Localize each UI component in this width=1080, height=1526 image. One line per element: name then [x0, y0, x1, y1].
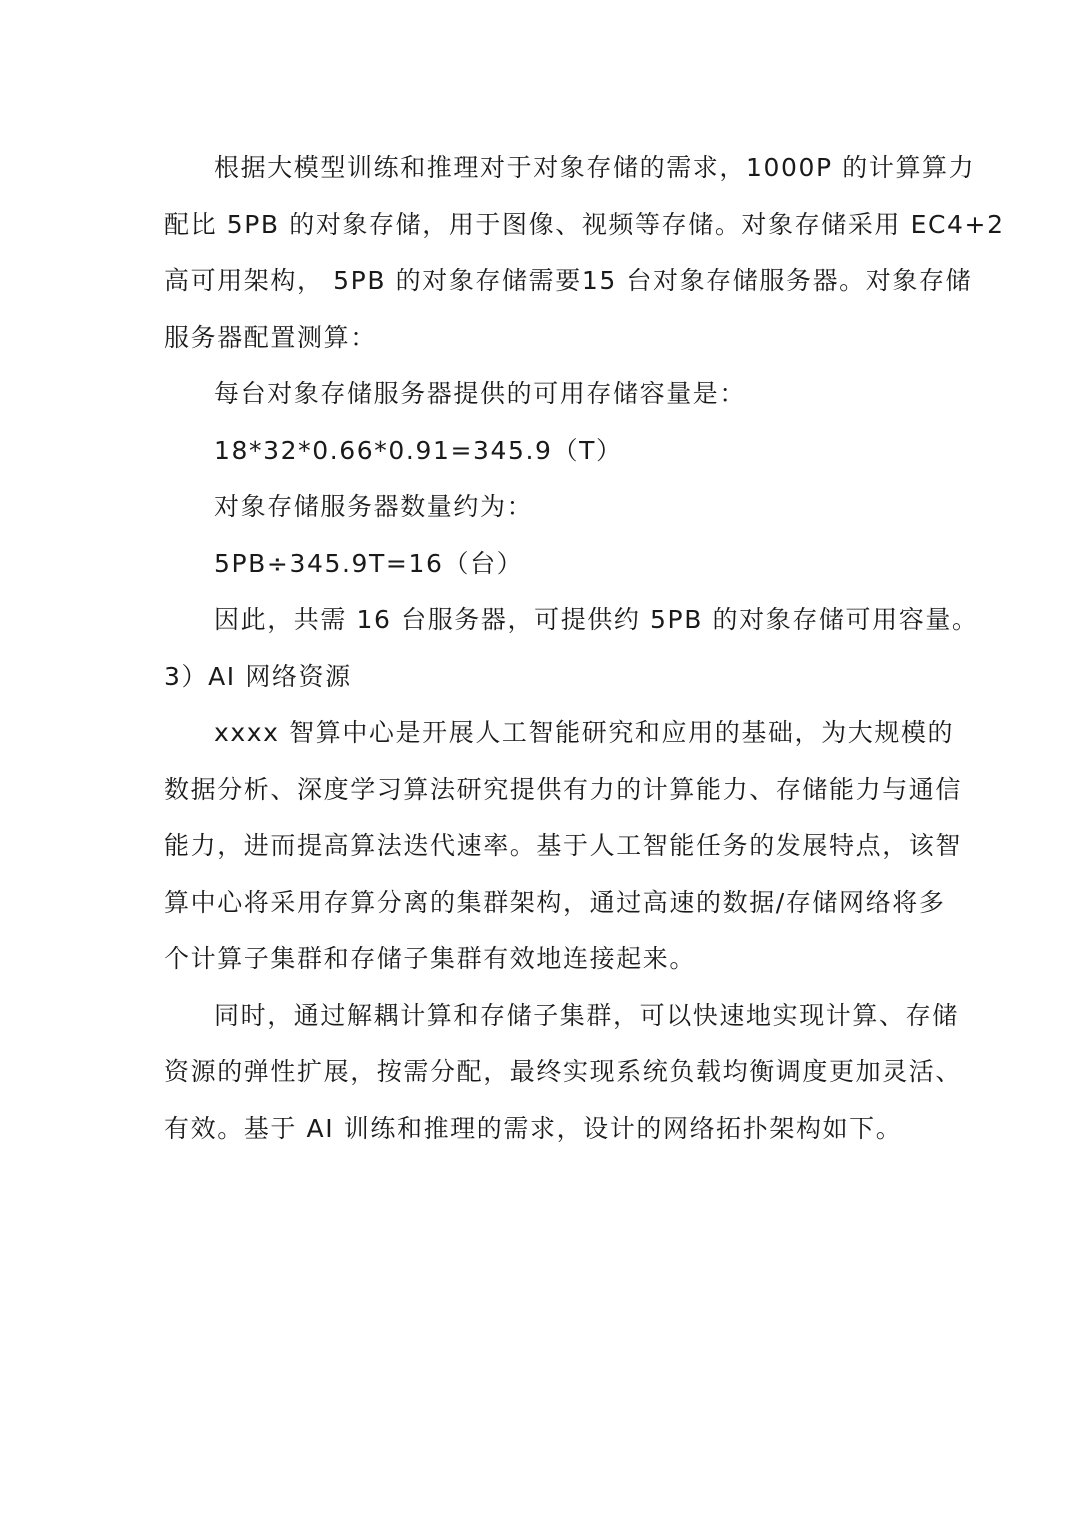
server-count-formula: 5PB÷345.9T=16（台） — [214, 548, 524, 578]
paragraph-line: 高可用架构， 5PB 的对象存储需要15 台对象存储服务器。对象存储 — [164, 266, 973, 295]
section-heading: 3）AI 网络资源 — [164, 661, 352, 691]
paragraph-line: 资源的弹性扩展，按需分配，最终实现系统负载均衡调度更加灵活、 — [164, 1057, 963, 1086]
network-paragraph — [164, 705, 963, 988]
server-count-label: 对象存储服务器数量约为： — [214, 492, 534, 521]
paragraph-line: 数据分析、深度学习算法研究提供有力的计算能力、存储能力与通信 — [164, 774, 963, 804]
paragraph-line: 算中心将采用存算分离的集群架构，通过高速的数据/存储网络将多 — [164, 887, 946, 917]
capacity-formula: 18*32*0.66*0.91=345.9（T） — [214, 435, 623, 465]
paragraph-line: 个计算子集群和存储子集群有效地连接起来。 — [164, 944, 697, 973]
paragraph-line: 服务器配置测算： — [164, 322, 377, 352]
paragraph-line: 根据大模型训练和推理对于对象存储的需求，1000P 的计算算力 — [214, 153, 976, 182]
decoupling-paragraph — [164, 988, 963, 1158]
conclusion-line: 因此，共需 16 台服务器，可提供约 5PB 的对象存储可用容量。 — [214, 605, 979, 634]
paragraph-line: xxxx 智算中心是开展人工智能研究和应用的基础，为大规模的 — [214, 718, 955, 747]
paragraph-line: 能力，进而提高算法迭代速率。基于人工智能任务的发展特点，该智 — [164, 831, 963, 860]
paragraph-line: 同时，通过解耦计算和存储子集群，可以快速地实现计算、存储 — [214, 1000, 959, 1030]
storage-paragraph — [164, 140, 1005, 366]
capacity-label: 每台对象存储服务器提供的可用存储容量是： — [214, 379, 747, 408]
paragraph-line: 配比 5PB 的对象存储，用于图像、视频等存储。对象存储采用 EC4+2 — [164, 209, 1005, 239]
paragraph-line: 有效。基于 AI 训练和推理的需求，设计的网络拓扑架构如下。 — [164, 1113, 903, 1143]
document-body — [164, 140, 1005, 1157]
